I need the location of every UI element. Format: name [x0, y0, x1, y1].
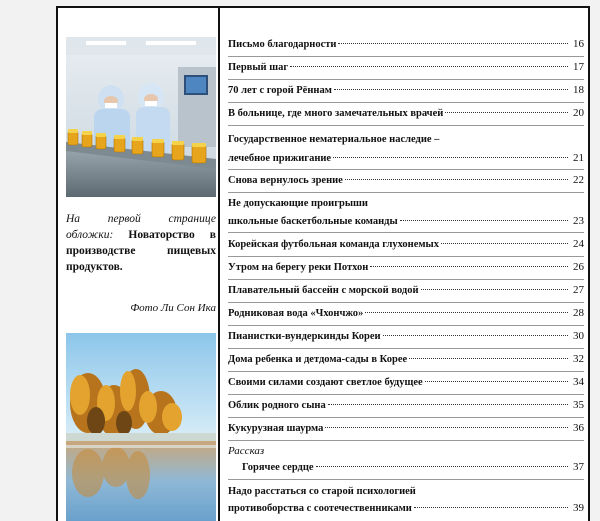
- toc-entry-title: Кукурузная шаурма: [228, 423, 324, 434]
- toc-page-number: 24: [573, 238, 584, 250]
- divider: [228, 192, 584, 193]
- toc-entry[interactable]: [228, 421, 584, 436]
- divider: [228, 325, 584, 326]
- divider: [228, 125, 584, 126]
- toc-page-number: 30: [573, 330, 584, 342]
- cover-caption-text: Новаторство в производстве пищевых продуктов.: [66, 229, 216, 273]
- toc-entry[interactable]: [228, 83, 584, 98]
- toc-entry-title-line1: Не допускающие проигрыши: [228, 198, 368, 209]
- toc-entry[interactable]: [228, 485, 584, 516]
- toc-page-number: 16: [573, 38, 584, 50]
- toc-entry[interactable]: [228, 60, 584, 75]
- toc-entry[interactable]: [228, 197, 584, 229]
- divider: [228, 417, 584, 418]
- cover-caption-label: На первой странице обложки:: [66, 213, 216, 241]
- divider: [228, 79, 584, 80]
- toc-entry-title: Снова вернулось зрение: [228, 175, 343, 186]
- divider: [228, 479, 584, 480]
- dot-leader: [421, 289, 568, 290]
- toc-entry-title: В больнице, где много замечательных врачей: [228, 108, 444, 119]
- magazine-page: [56, 6, 590, 521]
- divider: [228, 232, 584, 233]
- toc-page-number: 39: [573, 502, 584, 514]
- toc-entry[interactable]: [228, 173, 584, 188]
- toc-entry[interactable]: [228, 106, 584, 121]
- toc-entry-title: Своими силами создают светлое будущее: [228, 377, 423, 388]
- toc-page-number: 36: [573, 422, 584, 434]
- toc-entry-title: Облик родного сына: [228, 400, 326, 411]
- toc-entry-title: школьные баскетбольные команды: [228, 216, 398, 227]
- toc-page-number: 20: [573, 107, 584, 119]
- toc-page-number: 32: [573, 353, 584, 365]
- toc-entry[interactable]: [228, 283, 584, 298]
- dot-leader: [328, 404, 568, 405]
- autumn-lake-photo: [66, 333, 216, 521]
- toc-entry-title: Первый шаг: [228, 62, 289, 73]
- toc-page-number: 35: [573, 399, 584, 411]
- dot-leader: [414, 507, 568, 508]
- cover-info-column: [58, 8, 220, 521]
- dot-leader: [445, 112, 568, 113]
- dot-leader: [290, 66, 568, 67]
- divider: [228, 279, 584, 280]
- dot-leader: [316, 466, 568, 467]
- divider: [228, 440, 584, 441]
- toc-page-number: 21: [573, 152, 584, 164]
- toc-page-number: 17: [573, 61, 584, 73]
- divider: [228, 348, 584, 349]
- toc-entry-title: Утром на берегу реки Потхон: [228, 262, 369, 273]
- toc-page-number: 18: [573, 84, 584, 96]
- dot-leader: [365, 312, 568, 313]
- dot-leader: [409, 358, 568, 359]
- dot-leader: [333, 157, 568, 158]
- toc-entry-title: Корейская футбольная команда глухонемых: [228, 239, 439, 250]
- toc-entry-title: Дома ребенка и детдома-сады в Корее: [228, 354, 408, 365]
- toc-entry-title: противоборства с соотечественниками: [228, 503, 412, 514]
- dot-leader: [338, 43, 568, 44]
- toc-entry-title: 70 лет с горой Рённам: [228, 85, 332, 96]
- toc-entry-title-line1: Государственное нематериальное наследие –: [228, 134, 440, 145]
- toc-entry[interactable]: [228, 260, 584, 275]
- toc-entry-title-line1: Надо расстаться со старой психологией: [228, 486, 416, 497]
- dot-leader: [325, 427, 568, 428]
- toc-entry-title: Письмо благодарности: [228, 39, 337, 50]
- toc-entry[interactable]: [242, 460, 584, 475]
- divider: [228, 256, 584, 257]
- divider: [228, 169, 584, 170]
- toc-entry-title: Плавательный бассейн с морской водой: [228, 285, 419, 296]
- dot-leader: [425, 381, 568, 382]
- toc-page-number: 26: [573, 261, 584, 273]
- toc-entry[interactable]: [228, 329, 584, 344]
- dot-leader: [441, 243, 568, 244]
- toc-entry[interactable]: [228, 133, 584, 166]
- divider: [228, 371, 584, 372]
- divider: [228, 56, 584, 57]
- toc-entry[interactable]: [228, 398, 584, 413]
- toc-entry[interactable]: [228, 352, 584, 367]
- section-label: Рассказ: [228, 445, 265, 457]
- toc-entry-title: Пианистки-вундеркинды Кореи: [228, 331, 381, 342]
- toc-entry-title: лечебное прижигание: [228, 153, 332, 164]
- toc-entry[interactable]: [228, 375, 584, 390]
- photo-credit: Фото Ли Сон Ика: [130, 302, 216, 314]
- dot-leader: [345, 179, 568, 180]
- divider: [228, 394, 584, 395]
- toc-entry[interactable]: [228, 306, 584, 321]
- toc-page-number: 37: [573, 461, 584, 473]
- toc-entry[interactable]: [228, 237, 584, 252]
- dot-leader: [400, 220, 568, 221]
- toc-page-number: 28: [573, 307, 584, 319]
- toc-entry[interactable]: [228, 37, 584, 52]
- toc-page-number: 23: [573, 215, 584, 227]
- dot-leader: [370, 266, 568, 267]
- dot-leader: [383, 335, 568, 336]
- toc-page-number: 34: [573, 376, 584, 388]
- toc-page-number: 27: [573, 284, 584, 296]
- divider: [228, 302, 584, 303]
- divider: [228, 102, 584, 103]
- cover-photo-food-factory: [66, 37, 216, 197]
- dot-leader: [334, 89, 568, 90]
- toc-entry-title: Родниковая вода «Чхончжо»: [228, 308, 364, 319]
- cover-caption: [66, 211, 216, 275]
- toc-entry-title: Горячее сердце: [242, 462, 314, 473]
- toc-page-number: 22: [573, 174, 584, 186]
